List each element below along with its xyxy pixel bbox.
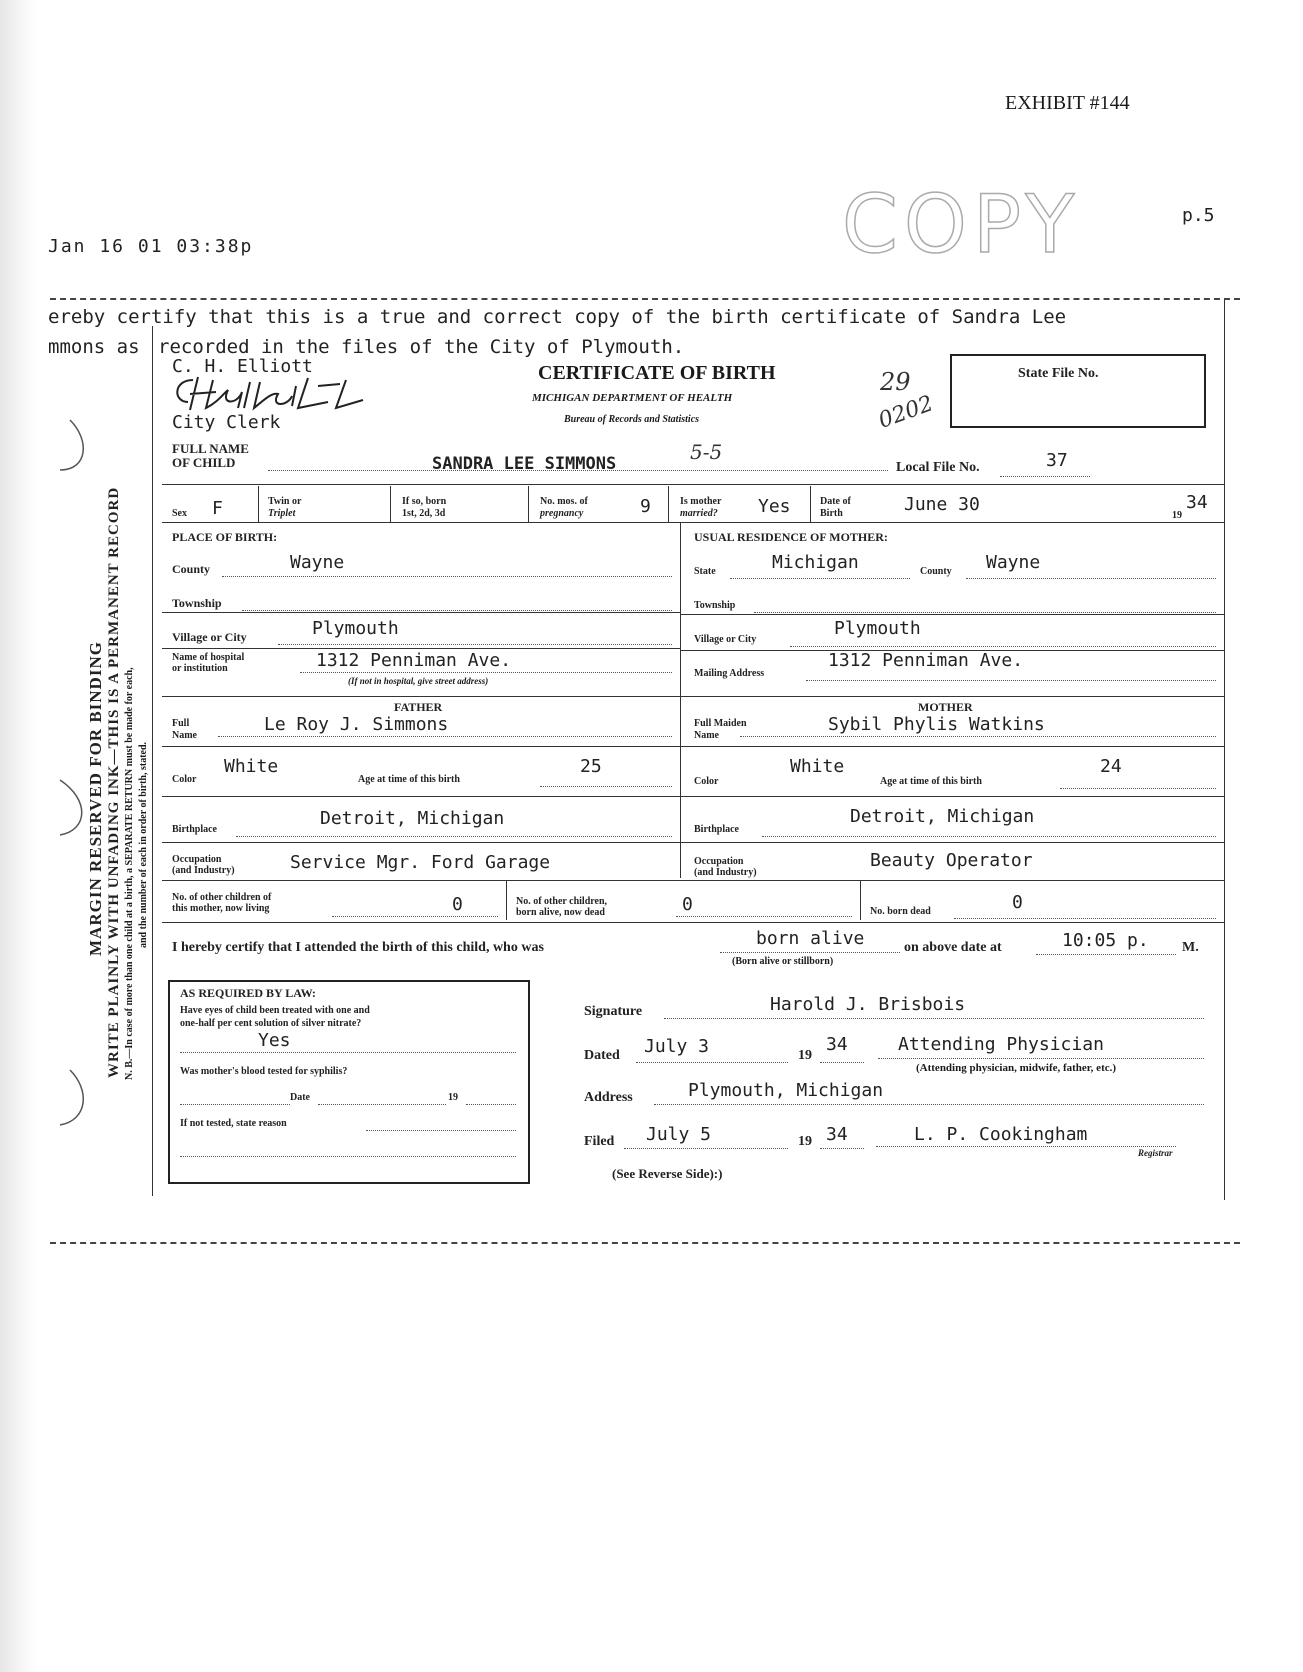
children-living-line <box>332 916 498 917</box>
state-file-box <box>950 354 1206 428</box>
dated-label: Dated <box>584 1048 620 1063</box>
clerk-signature <box>168 372 378 417</box>
res-county-value: Wayne <box>986 552 1041 573</box>
rule-6 <box>162 842 1224 843</box>
full-name-label-line1: FULL NAME <box>172 441 249 456</box>
law-a1: Yes <box>258 1030 291 1051</box>
full-name-label <box>172 442 249 470</box>
res-village-line <box>790 646 1216 647</box>
pregnancy-divider <box>668 486 669 522</box>
margin-ink-text: WRITE PLAINLY WITH UNFADING INK—THIS IS A PERMANENT RECORD <box>106 486 122 1078</box>
place-of-birth-heading: PLACE OF BIRTH: <box>172 530 278 544</box>
mother-birthplace-label: Birthplace <box>694 824 739 835</box>
children-dead-line <box>676 916 852 917</box>
handwritten-number-a: 29 <box>880 368 911 396</box>
filed-year: 34 <box>826 1124 848 1145</box>
father-birthplace: Detroit, Michigan <box>320 808 505 829</box>
state-label: State <box>694 566 716 577</box>
father-occupation-label-line1: Occupation <box>172 854 222 865</box>
dated-year-line <box>820 1062 864 1063</box>
filed-label: Filed <box>584 1134 615 1149</box>
father-name-label-line1: Full <box>172 718 190 729</box>
handwritten-number-b: 0202 <box>875 391 937 434</box>
pregnancy-label-line1: No. mos. of <box>540 496 588 507</box>
children-dead-label-line2: born alive, now dead <box>516 907 605 918</box>
mother-color: White <box>790 756 845 777</box>
dated-line <box>636 1062 788 1063</box>
signature-line <box>664 1018 1204 1019</box>
signature-label: Signature <box>584 1004 643 1019</box>
registrar-line <box>876 1146 1176 1147</box>
law-a1-line <box>180 1052 516 1053</box>
exhibit-label: EXHIBIT #144 <box>1005 92 1130 114</box>
mother-birthplace-line <box>762 836 1216 837</box>
attestation-status-note: (Born alive or stillborn) <box>732 956 834 967</box>
father-heading: FATHER <box>394 700 443 714</box>
mother-age-label: Age at time of this birth <box>880 776 982 787</box>
registrar-label: Registrar <box>1138 1148 1173 1158</box>
mailing-label: Mailing Address <box>694 668 765 679</box>
hospital-line <box>300 672 672 673</box>
dob-label-line1: Date of <box>820 496 851 507</box>
copy-stamp: COPY <box>842 178 1081 271</box>
law-q1-line2: one-half per cent solution of silver nitrate? <box>180 1018 362 1029</box>
fax-stamp: Jan 16 01 03:38p <box>48 236 254 257</box>
born-divider <box>528 486 529 522</box>
certificate-title: CERTIFICATE OF BIRTH <box>538 362 776 384</box>
children-dead-label <box>516 896 607 918</box>
attestation-time-label: on above date at <box>904 940 1002 955</box>
village-value: Plymouth <box>312 618 399 639</box>
dob-year: 34 <box>1186 492 1208 513</box>
residence-heading: USUAL RESIDENCE OF MOTHER: <box>694 530 888 544</box>
law-q2: Was mother's blood tested for syphilis? <box>180 1066 348 1077</box>
mother-name-label-line2: Name <box>694 730 719 741</box>
state-file-label: State File No. <box>1018 366 1099 381</box>
born-order-label <box>402 496 446 520</box>
res-county-line <box>966 578 1216 579</box>
mother-occupation-label <box>694 856 757 878</box>
father-name: Le Roy J. Simmons <box>264 714 449 735</box>
father-age: 25 <box>580 756 602 777</box>
center-divider <box>680 522 681 878</box>
attestation-time-suffix: M. <box>1182 940 1199 955</box>
father-birthplace-line <box>236 836 672 837</box>
married-label-line1: Is mother <box>680 496 722 507</box>
certification-line-2-right: recorded in the files of the City of Plymouth. <box>158 336 685 358</box>
law-date-label: Date <box>290 1092 310 1103</box>
attestation-status: born alive <box>756 928 865 949</box>
pob-rule-2 <box>162 648 680 649</box>
rule-1 <box>162 484 1224 485</box>
filed-line <box>624 1148 788 1149</box>
law-date-year: 19 <box>448 1092 458 1103</box>
rule-3 <box>162 696 1224 697</box>
law-reason-label: If not tested, state reason <box>180 1118 287 1129</box>
bottom-rule <box>50 1242 1240 1244</box>
township-line <box>242 610 672 611</box>
state-line <box>730 578 910 579</box>
bureau: Bureau of Records and Statistics <box>564 414 700 425</box>
children-living-label-line2: this mother, now living <box>172 903 270 914</box>
twin-label <box>268 496 301 520</box>
attestation-status-line <box>720 952 900 953</box>
clerk-title: City Clerk <box>172 412 281 433</box>
village-label: Village or City <box>172 630 247 644</box>
department: MICHIGAN DEPARTMENT OF HEALTH <box>532 392 733 404</box>
law-date-line <box>180 1104 290 1105</box>
dated-value: July 3 <box>644 1036 710 1057</box>
father-occupation: Service Mgr. Ford Garage <box>290 852 551 873</box>
married-label <box>680 496 721 520</box>
father-name-label <box>172 718 197 742</box>
born-order-label-line1: If so, born <box>402 496 447 507</box>
law-date-line-2 <box>318 1104 446 1105</box>
pregnancy-label-line2: pregnancy <box>540 508 584 519</box>
dated-year-prefix: 19 <box>798 1048 812 1063</box>
address-value: Plymouth, Michigan <box>688 1080 884 1101</box>
father-color: White <box>224 756 279 777</box>
binding-marks <box>40 400 100 1140</box>
married-label-line2: married? <box>680 508 718 519</box>
children-living-label <box>172 892 271 914</box>
hospital-value: 1312 Penniman Ave. <box>316 650 512 671</box>
registrar-value: L. P. Cookingham <box>914 1124 1088 1145</box>
law-q1-line1: Have eyes of child been treated with one and <box>180 1005 370 1016</box>
dob-value: June 30 <box>904 494 980 515</box>
law-q1 <box>180 1004 370 1030</box>
dated-year: 34 <box>826 1034 848 1055</box>
married-divider <box>810 486 811 522</box>
scan-edge <box>0 0 38 1672</box>
rule-8 <box>162 922 1224 923</box>
role-line <box>878 1058 1204 1059</box>
res-county-label: County <box>920 566 952 577</box>
state-value: Michigan <box>772 552 859 573</box>
children-dead-label-line1: No. of other children, <box>516 896 608 907</box>
father-age-label: Age at time of this birth <box>358 774 460 785</box>
margin-binding-text: MARGIN RESERVED FOR BINDING <box>86 641 105 956</box>
county-line <box>222 576 672 577</box>
res-township-line <box>754 612 1216 613</box>
village-line <box>278 644 672 645</box>
born-order-label-line2: 1st, 2d, 3d <box>402 508 446 519</box>
child-full-name: SANDRA LEE SIMMONS <box>432 454 617 474</box>
mailing-line <box>806 680 1216 681</box>
mailing-value: 1312 Penniman Ave. <box>828 650 1024 671</box>
law-reason-line-2 <box>180 1156 516 1157</box>
children-divider-1 <box>506 880 507 920</box>
father-age-line <box>540 786 672 787</box>
rule-5 <box>162 796 1224 797</box>
law-date-line-3 <box>466 1104 516 1105</box>
twin-divider <box>390 486 391 522</box>
dob-label <box>820 496 851 520</box>
role-note: (Attending physician, midwife, father, etc.) <box>916 1062 1117 1074</box>
dob-label-line2: Birth <box>820 508 843 519</box>
born-dead: 0 <box>1012 892 1023 913</box>
born-dead-line <box>954 918 1216 919</box>
children-dead: 0 <box>682 894 693 915</box>
mother-name-line <box>740 736 1216 737</box>
see-reverse: (See Reverse Side):) <box>612 1166 723 1181</box>
clerk-name: C. H. Elliott <box>172 356 313 377</box>
rule-4 <box>162 746 1224 747</box>
res-village-value: Plymouth <box>834 618 921 639</box>
father-name-label-line2: Name <box>172 730 197 741</box>
pregnancy-months: 9 <box>640 496 651 517</box>
full-name-label-line2: OF CHILD <box>172 455 236 470</box>
mother-birthplace: Detroit, Michigan <box>850 806 1035 827</box>
children-living: 0 <box>452 894 463 915</box>
rule-7 <box>162 880 1224 881</box>
hospital-label <box>172 652 244 674</box>
margin-note-1: N. B.—In case of more than one child at a birth, a SEPARATE RETURN must be made for each, <box>124 667 135 1080</box>
page-number: p.5 <box>1182 205 1215 226</box>
twin-label-line2: Triplet <box>268 508 296 519</box>
born-dead-label: No. born dead <box>870 906 931 917</box>
father-occupation-label <box>172 854 235 876</box>
res-township-label: Township <box>694 600 736 611</box>
sex-divider <box>258 486 259 522</box>
attestation-text: I hereby certify that I attended the birth of this child, who was <box>172 940 544 955</box>
married-value: Yes <box>758 496 791 517</box>
pregnancy-label <box>540 496 588 520</box>
father-birthplace-label: Birthplace <box>172 824 217 835</box>
filed-year-prefix: 19 <box>798 1134 812 1149</box>
township-label: Township <box>172 596 222 610</box>
hospital-label-line2: or institution <box>172 663 228 674</box>
county-value: Wayne <box>290 552 345 573</box>
mother-age: 24 <box>1100 756 1122 777</box>
certification-line-2-left: mmons as <box>48 336 140 358</box>
filed-year-line <box>820 1148 864 1149</box>
father-name-line <box>218 736 672 737</box>
children-divider-2 <box>860 880 861 920</box>
form-left-border <box>152 326 153 1196</box>
sex-label: Sex <box>172 508 187 519</box>
sex-value: F <box>212 498 223 519</box>
law-heading: AS REQUIRED BY LAW: <box>180 986 316 1000</box>
handwritten-number-c: 5-5 <box>690 440 723 464</box>
attestation-time: 10:05 p. <box>1062 930 1149 951</box>
law-reason-line-1 <box>366 1130 516 1131</box>
hospital-label-line1: Name of hospital <box>172 652 245 663</box>
rule-2 <box>162 522 1224 523</box>
certification-line-1: ereby certify that this is a true and correct copy of the birth certificate of Sandra Lee <box>48 306 1067 328</box>
filed-value: July 5 <box>646 1124 712 1145</box>
res-rule-1 <box>680 614 1224 615</box>
mother-age-line <box>1060 788 1216 789</box>
mother-name: Sybil Phylis Watkins <box>828 714 1045 735</box>
top-rule <box>50 298 1240 300</box>
dob-year-prefix: 19 <box>1172 510 1182 521</box>
hospital-note: (If not in hospital, give street address) <box>348 676 489 686</box>
mother-name-label-line1: Full Maiden <box>694 718 747 729</box>
mother-color-label: Color <box>694 776 719 787</box>
signature-value: Harold J. Brisbois <box>770 994 966 1015</box>
county-label: County <box>172 562 211 576</box>
address-label: Address <box>584 1090 633 1105</box>
margin-note-2: and the number of each in order of birth, stated. <box>138 741 149 948</box>
mother-occupation-label-line2: (and Industry) <box>694 867 757 878</box>
mother-name-label <box>694 718 747 742</box>
address-line <box>654 1104 1204 1105</box>
res-village-label: Village or City <box>694 634 757 645</box>
local-file-line <box>1000 476 1090 477</box>
role-value: Attending Physician <box>898 1034 1104 1055</box>
local-file-no: 37 <box>1046 450 1068 471</box>
father-color-label: Color <box>172 774 197 785</box>
form-right-border <box>1224 300 1225 1200</box>
attestation-time-line <box>1036 954 1176 955</box>
mother-occupation-label-line1: Occupation <box>694 856 744 867</box>
mother-occupation: Beauty Operator <box>870 850 1033 871</box>
mother-heading: MOTHER <box>918 700 973 714</box>
father-occupation-label-line2: (and Industry) <box>172 865 235 876</box>
pob-rule-1 <box>162 612 680 613</box>
twin-label-line1: Twin or <box>268 496 302 507</box>
local-file-label: Local File No. <box>896 460 980 475</box>
children-living-label-line1: No. of other children of <box>172 892 272 903</box>
